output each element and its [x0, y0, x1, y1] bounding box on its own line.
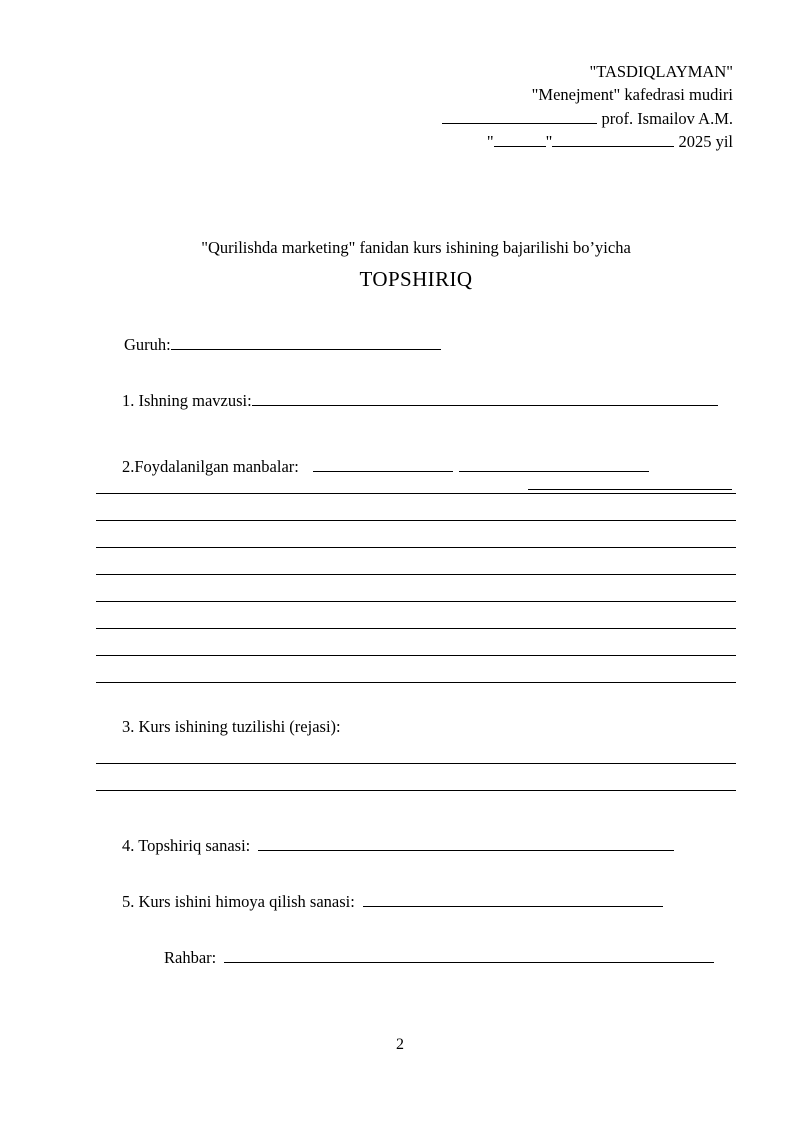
field-structure-row [96, 717, 736, 737]
page-number: 2 [396, 1036, 404, 1053]
field-sources-label: 2.Foydalanilgan manbalar: [122, 456, 299, 476]
field-sources-input-b[interactable] [459, 455, 649, 472]
approval-header [96, 60, 736, 154]
page-title: TOPSHIRIQ [359, 266, 473, 291]
spacer [96, 912, 736, 946]
quote-open: " [486, 132, 494, 152]
professor-name: prof. Ismailov A.M. [597, 108, 733, 128]
structure-line-1[interactable] [96, 763, 736, 764]
sources-line-4[interactable] [96, 574, 736, 575]
sources-line-7[interactable] [96, 655, 736, 656]
field-assign-date-input[interactable] [258, 835, 674, 852]
field-defense-date-label: 5. Kurs ishini himoya qilish sanasi: [122, 892, 355, 912]
signature-name-line [96, 107, 733, 130]
field-supervisor-row [96, 946, 736, 968]
document-content [96, 60, 736, 968]
field-supervisor-label: Rahbar: [164, 947, 217, 967]
sources-line-3[interactable] [96, 547, 736, 548]
field-sources-input-a[interactable] [313, 455, 453, 472]
year-text: 2025 yil [674, 132, 733, 152]
day-blank [494, 146, 546, 147]
document-title-block [96, 236, 736, 292]
quote-close: " [545, 132, 553, 152]
spacer [96, 856, 736, 890]
spacer [96, 411, 736, 455]
document-subtitle: "Qurilishda marketing" fanidan kurs ishining bajarilishi bo’yicha [201, 237, 631, 257]
spacer [96, 791, 736, 835]
sources-line-6[interactable] [96, 628, 736, 629]
date-line [96, 130, 733, 153]
signature-blank [442, 123, 597, 124]
field-defense-date-row [96, 890, 736, 912]
form-area [96, 334, 736, 968]
field-defense-date-input[interactable] [363, 890, 663, 907]
department-head-line: "Menejment" kafedrasi mudiri [531, 85, 733, 105]
field-topic-label: 1. Ishning mavzusi: [122, 391, 252, 411]
field-assign-date-row [96, 835, 736, 857]
field-structure-label: 3. Kurs ishining tuzilishi (rejasi): [122, 716, 341, 736]
field-group-row [96, 334, 736, 356]
sources-line-1-wrap [96, 493, 736, 494]
field-topic-input[interactable] [252, 389, 718, 406]
sources-line-1-overlay [528, 489, 732, 490]
field-assign-date-label: 4. Topshiriq sanasi: [122, 836, 251, 856]
field-topic-row [96, 389, 736, 411]
field-group-label: Guruh: [124, 335, 171, 355]
sources-line-5[interactable] [96, 601, 736, 602]
sources-line-2[interactable] [96, 520, 736, 521]
field-sources-row [96, 455, 736, 477]
field-supervisor-input[interactable] [224, 946, 714, 963]
spacer [96, 683, 736, 717]
approval-title: "TASDIQLAYMAN" [589, 62, 733, 81]
sources-line-1[interactable] [96, 493, 736, 494]
spacer [96, 355, 736, 389]
field-group-input[interactable] [171, 334, 441, 351]
month-blank [552, 146, 674, 147]
